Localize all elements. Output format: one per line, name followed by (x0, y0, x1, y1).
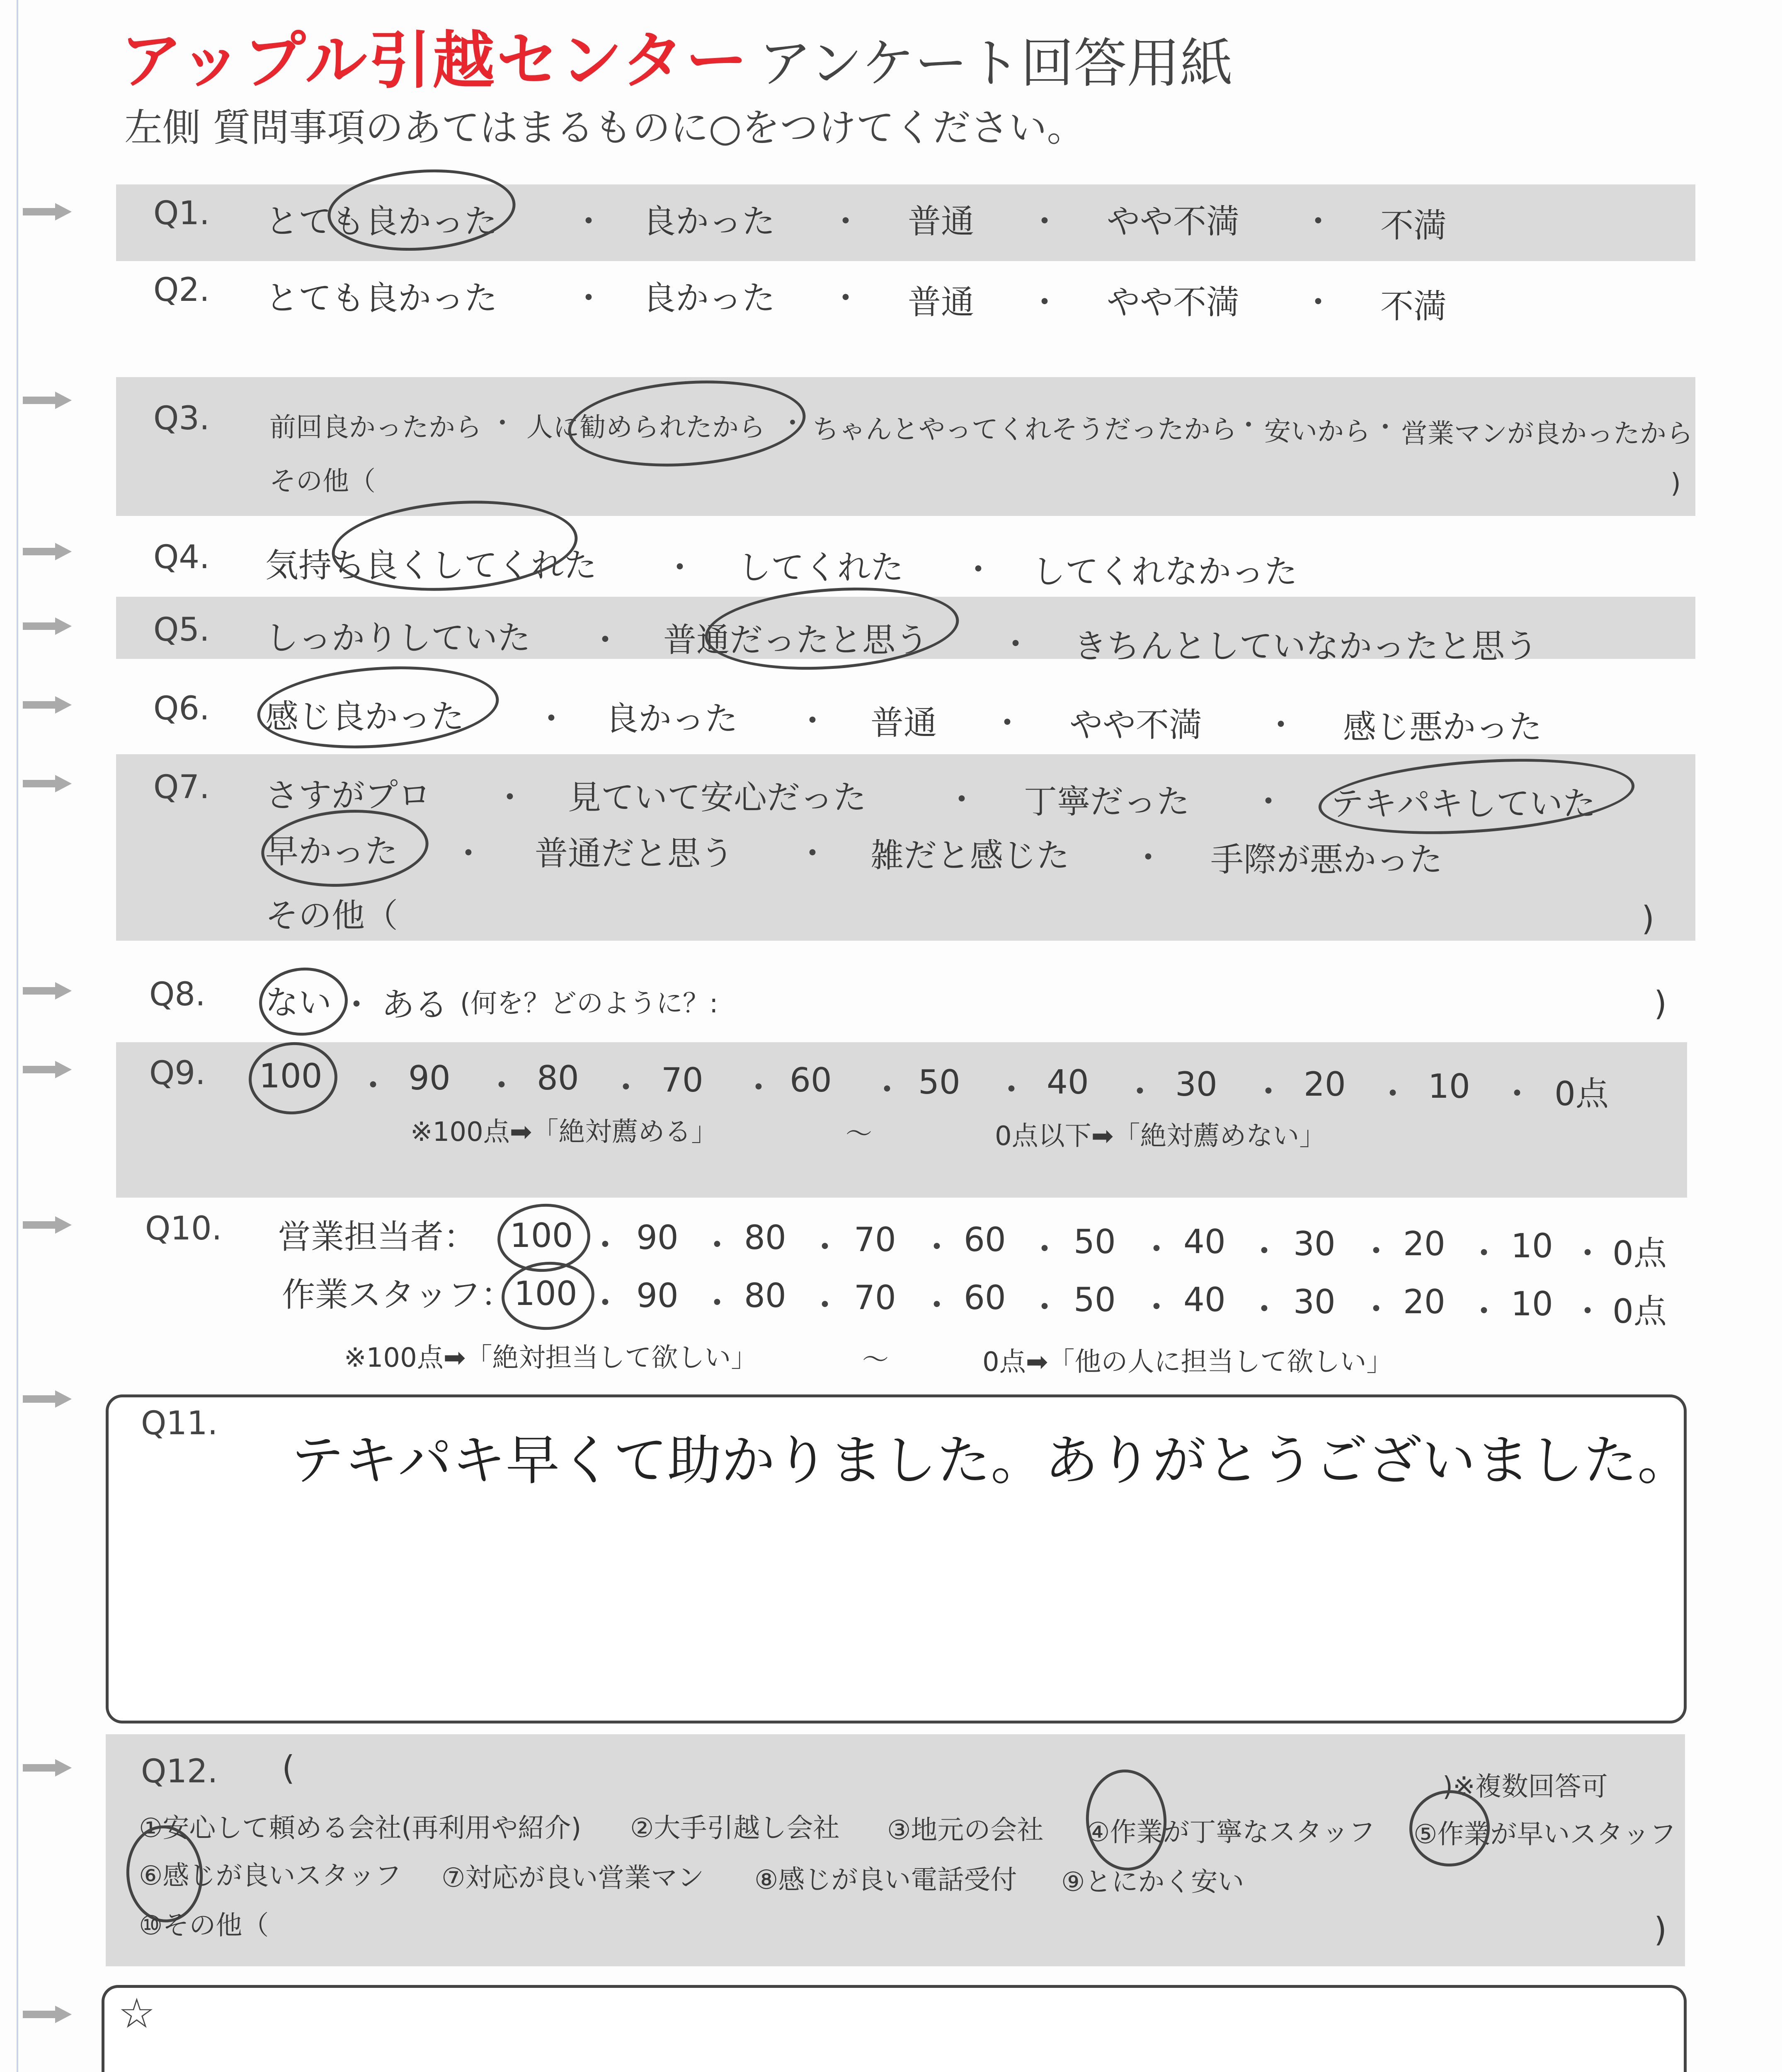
q12-option[interactable]: ①安心して頼める会社(再利用や紹介) (139, 1813, 582, 1844)
arrow-icon (23, 696, 73, 713)
arrow-icon (23, 392, 73, 408)
q1-option[interactable]: やや不満 (1107, 202, 1239, 241)
q5-option[interactable]: きちんとしていなかったと思う (1074, 627, 1538, 666)
q2-option[interactable]: 普通 (908, 283, 974, 322)
q12-option[interactable]: ④作業が丁寧なスタッフ (1086, 1817, 1375, 1848)
q10-staff-score[interactable]: 50 (1074, 1280, 1116, 1319)
q10-sales-score[interactable]: 100 (510, 1216, 573, 1255)
arrow-icon (23, 617, 73, 634)
arrow-icon (23, 1759, 73, 1776)
arrow-icon (23, 1390, 73, 1407)
q3-option[interactable]: ちゃんとやってくれそうだったから (812, 414, 1237, 445)
q8-option-some[interactable]: ある (381, 985, 448, 1024)
q3-option[interactable]: 前回良かったから (269, 412, 482, 443)
arrow-icon (23, 1216, 73, 1233)
q7-close: ) (1641, 899, 1655, 938)
q7-label: Q7. (153, 769, 210, 806)
q10-staff-score[interactable]: 40 (1183, 1280, 1226, 1319)
q10-staff-score[interactable]: 10 (1511, 1285, 1553, 1323)
q7-option[interactable]: さすがプロ (265, 776, 431, 815)
arrow-icon (23, 982, 73, 999)
q10-note-mid: 〜 (862, 1345, 889, 1375)
q10-sales-score[interactable]: 0点 (1612, 1234, 1667, 1273)
binder-margin-line (17, 0, 18, 2072)
arrow-icon (23, 1061, 73, 1077)
q12-close: ) (1654, 1910, 1667, 1949)
q10-note-left: ※100点➡「絶対担当して欲しい」 (344, 1343, 758, 1373)
q3-label: Q3. (153, 400, 210, 437)
company-name: アップル引越センター (120, 25, 749, 97)
q9-score[interactable]: 60 (790, 1061, 832, 1099)
instruction-text: 左側 質問事項のあてはまるものに○をつけてください。 (124, 106, 1085, 150)
free-comment-box[interactable] (102, 1985, 1687, 2072)
q9-note-mid: 〜 (846, 1119, 872, 1150)
q12-option[interactable]: ⑦対応が良い営業マン (441, 1863, 704, 1893)
q11-label: Q11. (141, 1405, 218, 1442)
q8-label: Q8. (149, 976, 206, 1013)
q3-option[interactable]: 営業マンが良かったから (1401, 419, 1693, 449)
q9-note-left: ※100点➡「絶対薦める」 (410, 1117, 718, 1147)
q10-sales-score[interactable]: 10 (1511, 1227, 1553, 1265)
q10-staff-score[interactable]: 70 (854, 1278, 896, 1317)
q12-option[interactable]: ⑥感じが良いスタッフ (139, 1861, 402, 1891)
q10-sales-score[interactable]: 70 (854, 1220, 896, 1259)
q9-score[interactable]: 90 (408, 1059, 451, 1097)
q9-note-right: 0点以下➡「絶対薦めない」 (995, 1121, 1326, 1152)
q10-note-right: 0点➡「他の人に担当して欲しい」 (982, 1347, 1393, 1377)
q4-option[interactable]: してくれた (738, 548, 904, 587)
q10-sales-score[interactable]: 50 (1074, 1222, 1116, 1261)
q5-option[interactable]: しっかりしていた (265, 619, 531, 657)
q9-score[interactable]: 50 (918, 1063, 960, 1101)
q4-option[interactable]: 気持ち良くしてくれた (265, 546, 597, 585)
q10-sales-score[interactable]: 30 (1293, 1225, 1336, 1263)
q6-option[interactable]: 普通 (870, 704, 937, 742)
q12-option[interactable]: ⑧感じが良い電話受付 (754, 1865, 1017, 1895)
q3-close: ) (1670, 468, 1681, 499)
q1-option[interactable]: 不満 (1380, 206, 1447, 245)
q8-option-none[interactable]: ない (265, 983, 332, 1022)
q9-label: Q9. (149, 1055, 206, 1092)
q1-option[interactable]: 良かった (642, 202, 775, 241)
q2-option[interactable]: やや不満 (1107, 283, 1239, 322)
q10-sales-score[interactable]: 60 (964, 1220, 1006, 1259)
q2-label: Q2. (153, 271, 210, 309)
star-icon: ☆ (118, 1989, 155, 2038)
q1-option[interactable]: とても良かった (265, 202, 497, 241)
q6-option[interactable]: 感じ悪かった (1343, 708, 1542, 746)
q9-score[interactable]: 0点 (1554, 1075, 1609, 1113)
q2-option[interactable]: とても良かった (265, 279, 497, 317)
q7-option[interactable]: 手際が悪かった (1210, 840, 1443, 879)
q10-staff-label: 作業スタッフ： (282, 1276, 514, 1314)
q7-option[interactable]: 雑だと感じた (870, 836, 1069, 875)
q5-option[interactable]: 普通だったと思う (663, 621, 929, 659)
arrow-icon (23, 203, 73, 220)
q2-option[interactable]: 良かった (642, 279, 775, 317)
q1-option[interactable]: 普通 (908, 202, 974, 241)
arrow-icon (23, 2006, 73, 2022)
q12-paren: ( (282, 1749, 295, 1787)
q6-label: Q6. (153, 690, 210, 727)
q4-option[interactable]: してくれなかった (1032, 552, 1297, 591)
q9-score[interactable]: 70 (661, 1061, 703, 1099)
q3-other[interactable]: その他（ (269, 466, 376, 497)
q10-staff-score[interactable]: 0点 (1612, 1292, 1667, 1331)
q12-multi-note: )※複数回答可 (1443, 1772, 1608, 1802)
q5-label: Q5. (153, 611, 210, 649)
q6-selection-circle (255, 659, 502, 756)
q3-option[interactable]: 安いから (1264, 416, 1370, 447)
q10-sales-label: 営業担当者： (278, 1218, 477, 1256)
q10-staff-score[interactable]: 20 (1403, 1283, 1445, 1321)
q9-score[interactable]: 20 (1304, 1065, 1346, 1104)
q6-option[interactable]: 感じ良かった (265, 697, 464, 736)
q8-prompt: (何を？どのように？: (460, 988, 718, 1019)
arrow-icon (23, 543, 73, 559)
q6-option[interactable]: 良かった (605, 700, 738, 738)
q11-comment-text: テキパキ早くて助かりました。ありがとうございました。 (290, 1429, 1692, 1492)
q10-sales-score[interactable]: 40 (1183, 1222, 1226, 1261)
q7-option[interactable]: 普通だと思う (535, 834, 734, 873)
q7-other[interactable]: その他（ (265, 896, 398, 935)
q12-option[interactable]: ⑤作業が早いスタッフ (1413, 1819, 1676, 1850)
q5-selection-circle (702, 580, 962, 678)
q7-option[interactable]: 見ていて安心だった (568, 778, 866, 817)
q4-label: Q4. (153, 539, 210, 576)
q9-score[interactable]: 10 (1428, 1067, 1470, 1106)
form-title: アンケート回答用紙 (759, 33, 1233, 94)
q10-staff-score[interactable]: 100 (514, 1274, 577, 1313)
q9-score[interactable]: 80 (537, 1059, 579, 1097)
q10-sales-score[interactable]: 80 (744, 1218, 786, 1257)
q10-sales-score[interactable]: 90 (636, 1218, 679, 1257)
q9-score[interactable]: 100 (259, 1057, 322, 1095)
q2-option[interactable]: 不満 (1380, 287, 1447, 326)
q6-option[interactable]: やや不満 (1069, 706, 1202, 744)
q12-label: Q12. (141, 1753, 218, 1790)
q9-score[interactable]: 30 (1175, 1065, 1217, 1104)
q8-close: ) (1654, 984, 1667, 1023)
q12-option[interactable]: ②大手引越し会社 (630, 1813, 840, 1844)
q12-option[interactable]: ③地元の会社 (887, 1815, 1044, 1846)
q12-other[interactable]: ⑩その他（ (139, 1910, 269, 1941)
q7-option[interactable]: 丁寧だった (1024, 782, 1190, 821)
q10-staff-score[interactable]: 30 (1293, 1283, 1336, 1321)
q10-label: Q10. (145, 1210, 222, 1247)
q7-option[interactable]: 早かった (265, 832, 398, 871)
q1-label: Q1. (153, 195, 210, 232)
q7-option[interactable]: テキパキしていた (1331, 784, 1596, 823)
arrow-icon (23, 775, 73, 792)
q10-sales-score[interactable]: 20 (1403, 1225, 1445, 1263)
q10-staff-score[interactable]: 90 (636, 1276, 679, 1315)
q10-staff-score[interactable]: 60 (964, 1278, 1006, 1317)
q12-option[interactable]: ⑨とにかく安い (1061, 1867, 1244, 1898)
q3-option[interactable]: 人に勧められたから (526, 412, 765, 443)
q9-score[interactable]: 40 (1047, 1063, 1089, 1101)
q10-staff-score[interactable]: 80 (744, 1276, 786, 1315)
